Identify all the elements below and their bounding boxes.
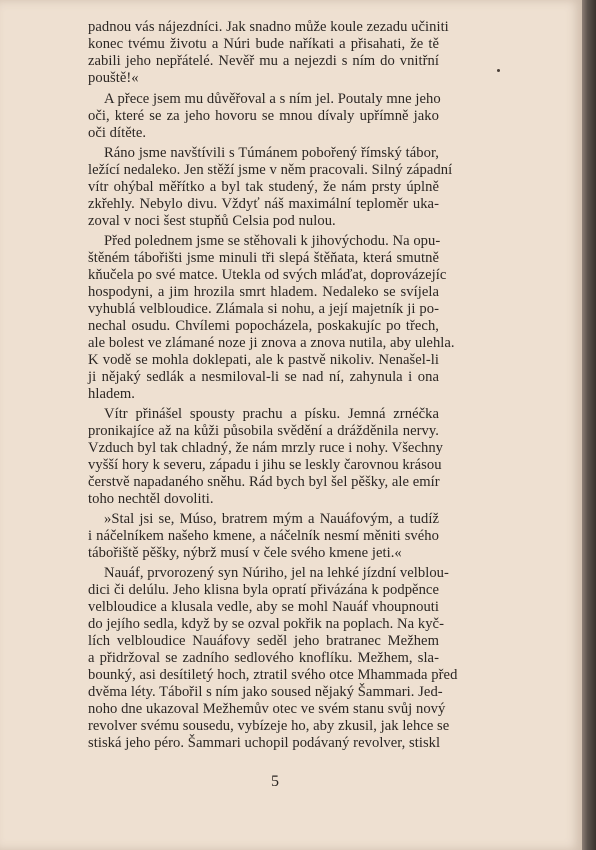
text-line: štěném tábořišti jsme minuli tři slepá štěňata, která smutně [88, 250, 439, 266]
text-line: zabili jeho nepřátelé. Nevěř mu a nejezdi s ním do vnitřní [88, 53, 439, 69]
text-line: dici či delúlu. Jeho klisna byla opratí přivázána k podpěnce [88, 582, 439, 598]
text-line: K vodě se mohla doklepati, ale k pastvě nikoliv. Nenašel-li [88, 352, 439, 368]
text-line: konec tvému životu a Núri bude naříkati a přisahati, že tě [88, 36, 439, 52]
text-line: tábořiště pěšky, nýbrž musí v čele svého kmene jeti.« [88, 545, 402, 561]
text-line: »Stal jsi se, Múso, bratrem mým a Nauáfovým, a tudíž [104, 511, 439, 527]
text-line: toho nechtěl dovoliti. [88, 491, 214, 507]
text-line: Nauáf, prvorozený syn Núriho, jel na lehké jízdní velblou- [104, 565, 449, 581]
text-line: Vítr přinášel spousty prachu a písku. Jemná zrnéčka [104, 406, 439, 422]
text-line: do jejího sedla, když by se ozval pokřik na poplach. Na kyč- [88, 616, 444, 632]
text-line: padnou vás nájezdníci. Jak snadno může koule zezadu učiniti [88, 19, 449, 35]
text-line: Ráno jsme navštívili s Túmánem pobořený římský tábor, [104, 145, 439, 161]
text-line: kňučela po své matce. Utekla od svých mláďat, doprovázejíc [88, 267, 447, 283]
text-line: vyšší hory k severu, západu i jihu se leskly čarovnou krásou [88, 457, 442, 473]
text-line: oči, které se za jeho hovoru se mnou dívaly upřímně jako [88, 108, 439, 124]
text-line: bounký, asi desítiletý hoch, ztratil svého otce Mhammada před [88, 667, 458, 683]
text-line: dvěma léty. Tábořil s ním jako soused nějaký Šammari. Jed- [88, 684, 443, 700]
page-edge-shadow [582, 0, 596, 850]
text-line: oči dítěte. [88, 125, 147, 141]
text-line: pouště!« [88, 70, 139, 86]
page-number: 5 [271, 773, 279, 790]
text-line: vyhublá velbloudice. Zlámala si nohu, a její majetník ji po- [88, 301, 439, 317]
text-line: vítr ohýbal měřítko a byl tak studený, že nám prsty úplně [88, 179, 439, 195]
text-line: stiská jeho péro. Šammari uchopil podávaný revolver, stiskl [88, 735, 441, 751]
text-line: čerstvě napadaného sněhu. Rád bych byl šel pěšky, ale emír [88, 474, 440, 490]
text-line: noho dne ukazoval Mežhemův otec ve svém stanu svůj nový [88, 701, 446, 717]
text-line: ji nějaký sedlák a nesmiloval-li se nad ní, zahynula i ona [88, 369, 439, 385]
text-line: ležící nedaleko. Jen stěží jsme v něm pracovali. Silný západní [88, 162, 453, 178]
text-line: Před polednem jsme se stěhovali k jihovýchodu. Na opu- [104, 233, 441, 249]
text-line: revolver svému sousedu, vybízeje ho, aby zkusil, jak lehce se [88, 718, 450, 734]
text-line: ale bolest ve zlámané noze ji znova a znova nutila, aby ulehla. [88, 335, 455, 351]
text-line: lích velbloudice Nauáfovy seděl jeho bratranec Mežhem [88, 633, 439, 649]
text-line: a přidržoval se zadního sedlového knoflíku. Mežhem, sla- [88, 650, 439, 666]
text-line: hospodyni, a jim hrozila smrt hladem. Nedaleko se svíjela [88, 284, 439, 300]
text-line: A přece jsem mu důvěřoval a s ním jel. Poutaly mne jeho [104, 91, 441, 107]
text-line: nechal osudu. Chvílemi popocházela, poskakujíc po třech, [88, 318, 439, 334]
text-line: velbloudice a klusala vedle, aby se mohl Nauáf vhoupnouti [88, 599, 439, 615]
text-line: zoval v noci šest stupňů Celsia pod nulou. [88, 213, 336, 229]
text-line: pronikajíce až na kůži působila svědění a drážděnila nervy. [88, 423, 439, 439]
text-line: zkřehly. Nebylo divu. Vždyť náš maximální teploměr uka- [88, 196, 439, 212]
text-line: Vzduch byl tak chladný, že nám mrzly ruce i nohy. Všechny [88, 440, 444, 456]
text-line: hladem. [88, 386, 135, 402]
text-line: i náčelníkem našeho kmene, a náčelník nesmí měniti svého [88, 528, 439, 544]
